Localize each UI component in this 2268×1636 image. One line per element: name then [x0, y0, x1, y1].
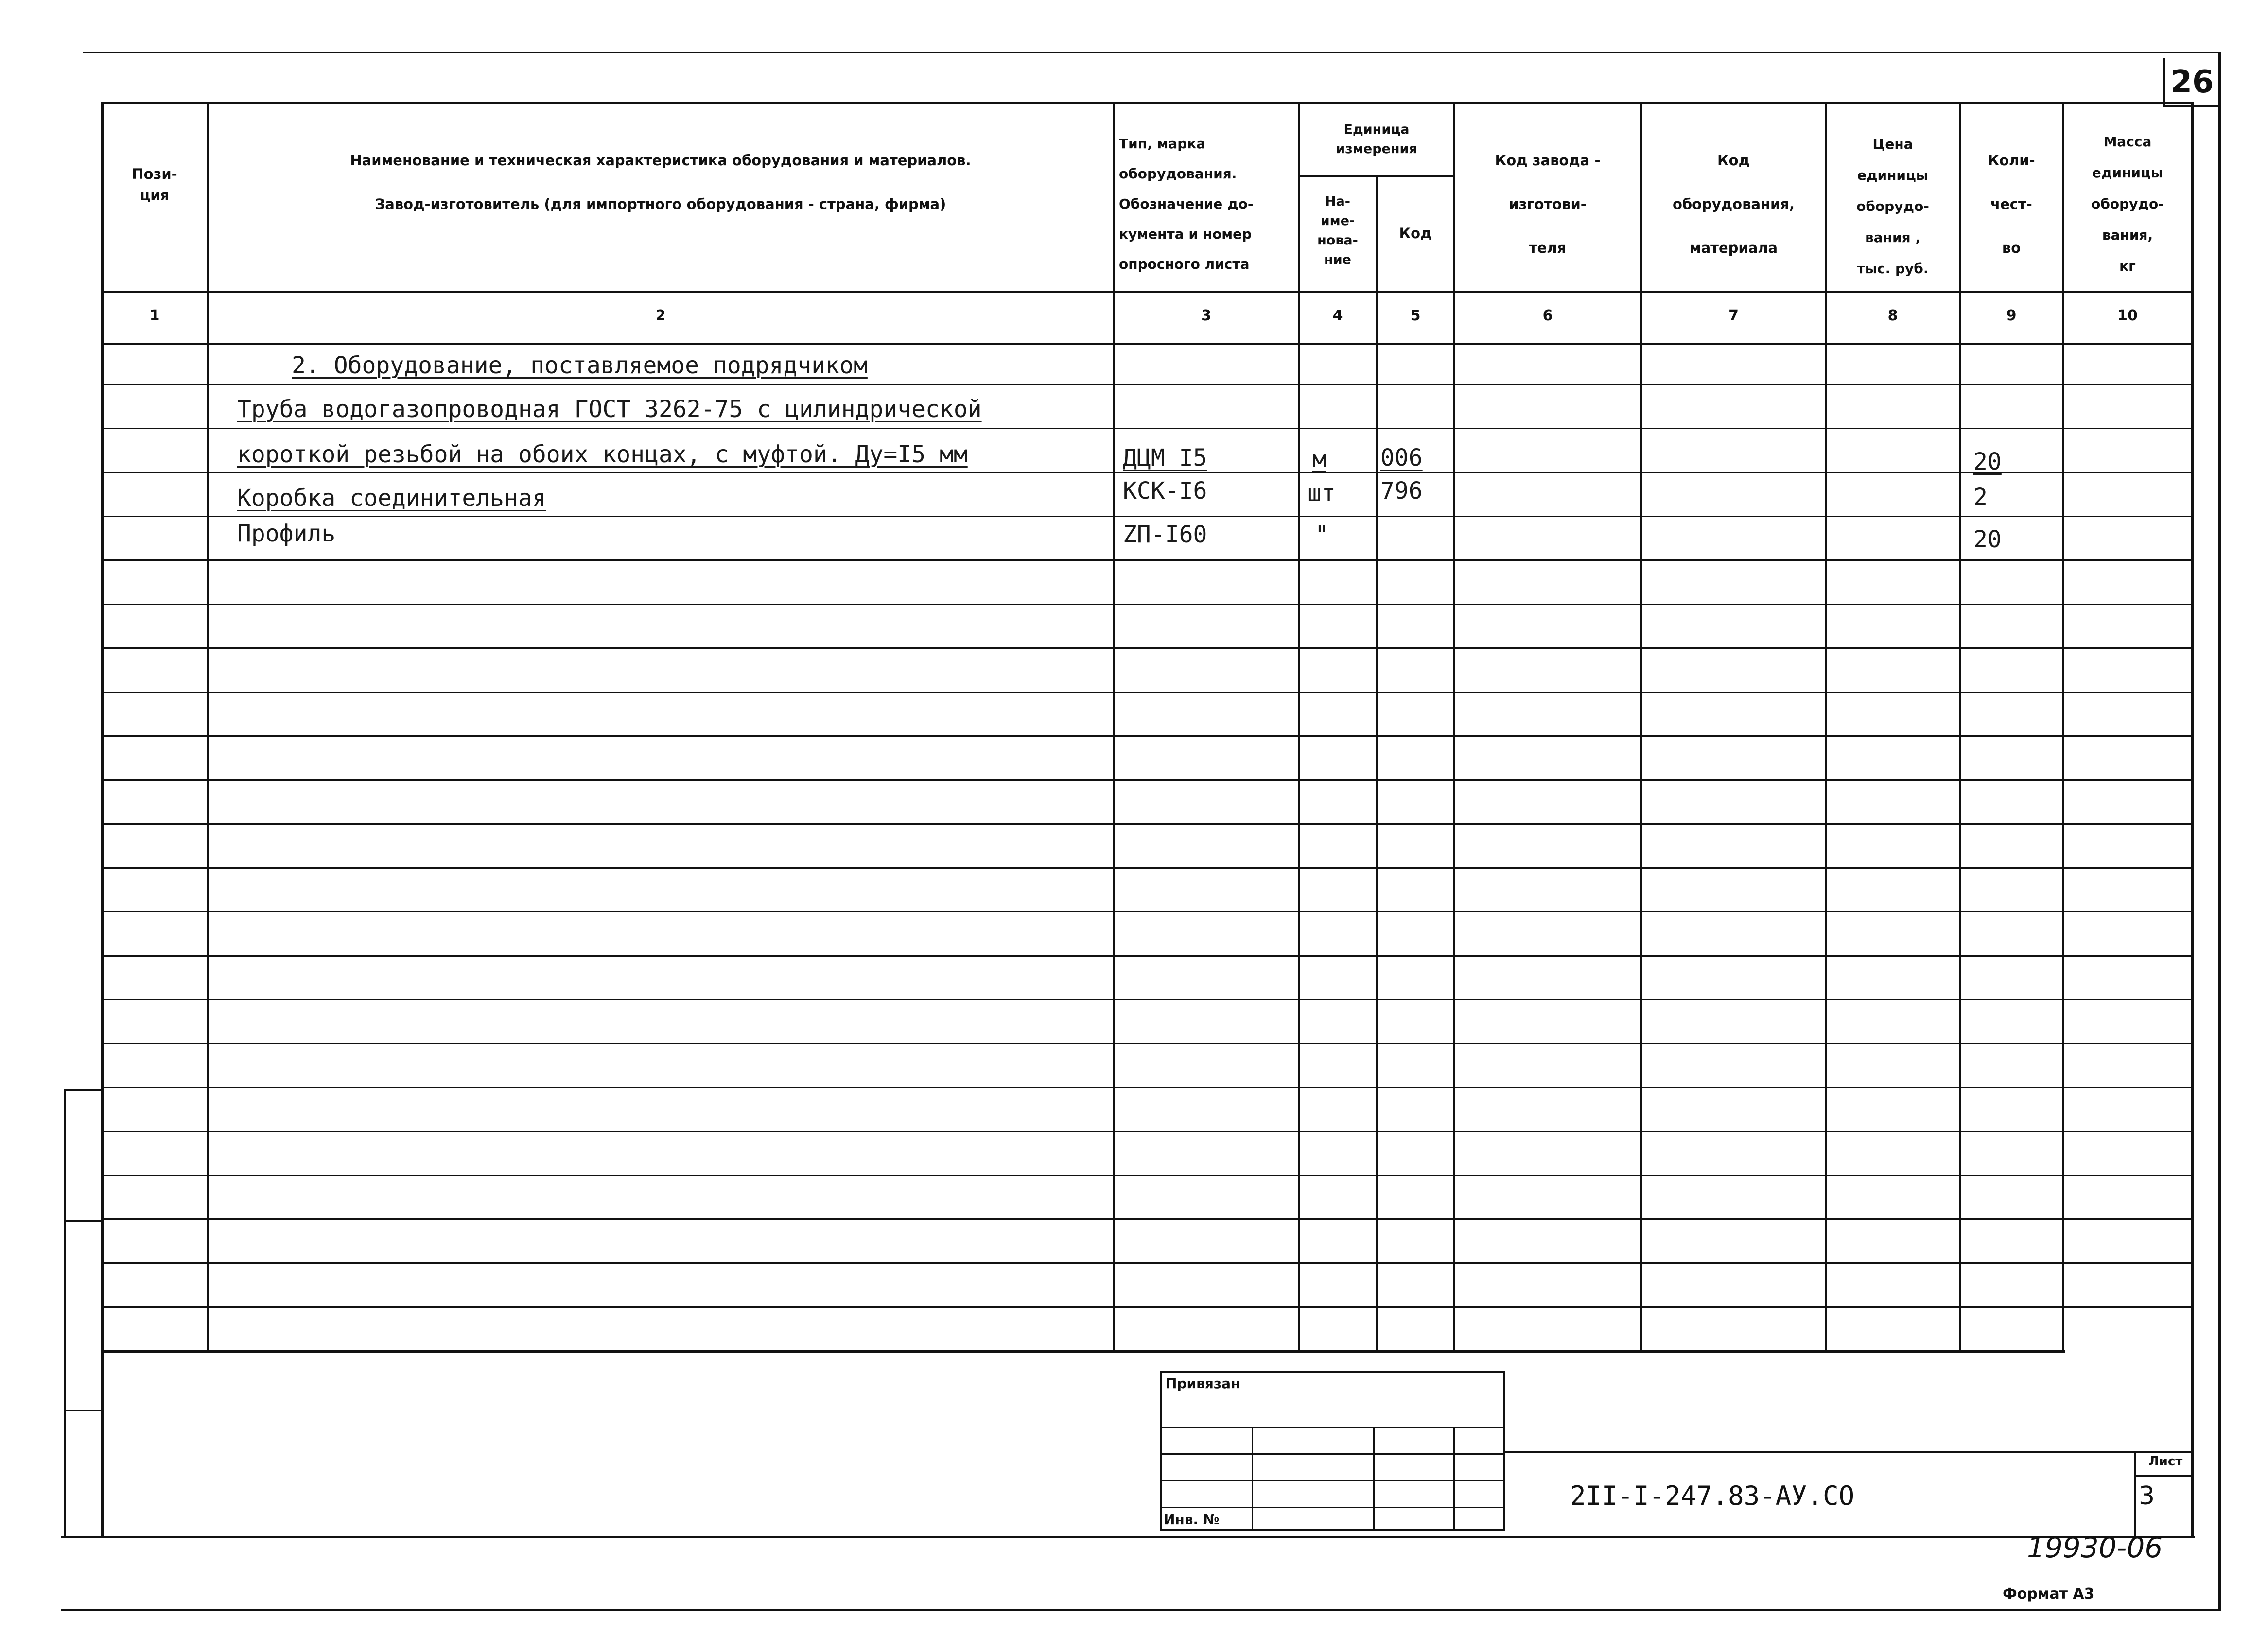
col-divider-3 [1298, 102, 1300, 1351]
header-type: Тип, марка оборудования. Обозначение до- кумента и номер опросного листа [1119, 136, 1254, 272]
binding-strip-line-3 [64, 1410, 103, 1411]
row-2-qty: 20 [1973, 448, 2002, 475]
header-unit-group: Единица измерения [1336, 122, 1417, 157]
row-2-name: короткой резьбой на обоих концах, с муфтой. Ду=I5 мм [237, 441, 968, 468]
col-divider-6 [1640, 102, 1642, 1351]
header-quantity: Коли- чест- во [1988, 152, 2035, 256]
table-body-bottom-line [101, 1350, 2065, 1353]
stamp-vline-2 [1373, 1427, 1375, 1531]
row-3-name: Коробка соединительная [237, 485, 546, 512]
row-2-code: 006 [1380, 444, 1423, 471]
table-row-line [101, 1043, 2194, 1044]
stamp-sheet-divider [2134, 1451, 2136, 1537]
table-row-line [101, 692, 2194, 693]
top-border-line [83, 52, 2221, 53]
col-divider-5 [1453, 102, 1455, 1351]
table-row-line [101, 516, 2194, 517]
row-0-name: 2. Оборудование, поставляемое подрядчиком [292, 352, 868, 379]
binding-strip-left [64, 1089, 66, 1536]
row-1-name: Труба водогазопроводная ГОСТ 3262-75 с цилиндрической [237, 396, 982, 423]
row-3-type: КСК-I6 [1123, 477, 1207, 505]
row-4-type: ZП-I60 [1123, 521, 1207, 548]
row-4-qty: 20 [1973, 526, 2002, 553]
row-4-unit: " [1315, 521, 1329, 548]
table-row-line [101, 1262, 2194, 1264]
col-number-7: 7 [1728, 307, 1739, 324]
page-number: 26 [2170, 64, 2214, 100]
stamp-privyazan-label: Привязан [1166, 1375, 1240, 1392]
header-mass: Масса единицы оборудо- вания, кг [2091, 134, 2164, 274]
unit-group-line [1298, 175, 1455, 177]
table-row-line [101, 999, 2194, 1000]
stamp-sheet-label: Лист [2148, 1454, 2183, 1469]
table-row-line [101, 1175, 2194, 1176]
stamp-sheet-number: 3 [2139, 1481, 2155, 1511]
table-row-line [101, 559, 2194, 561]
stamp-vline-3 [1453, 1427, 1455, 1531]
table-row-line [101, 384, 2194, 385]
table-row-line [101, 955, 2194, 957]
table-row-line [101, 779, 2194, 781]
stamp-sheet-line [2134, 1475, 2192, 1477]
stamp-main-top-line [1505, 1451, 2193, 1453]
header-name: Наименование и техническая характеристика оборудования и материалов. Завод-изготовитель (для импортного оборудования - страна, фирма) [350, 152, 971, 212]
table-row-line [101, 1218, 2194, 1220]
row-3-code: 796 [1380, 477, 1423, 505]
table-row-line [101, 911, 2194, 912]
archive-number: 19930-06 [2027, 1531, 2163, 1564]
header-equipment-code: Код оборудования, материала [1672, 152, 1795, 256]
table-top-line [101, 102, 2194, 104]
row-3-qty: 2 [1973, 484, 1988, 511]
col-number-10: 10 [2117, 307, 2138, 324]
col-divider-7 [1825, 102, 1827, 1351]
table-right-border [2191, 102, 2194, 1536]
col-number-6: 6 [1542, 307, 1553, 324]
col-divider-1 [207, 102, 209, 1351]
stamp-vline-1 [1252, 1427, 1253, 1531]
table-row-line [101, 867, 2194, 869]
header-plant-code: Код завода - изготови- теля [1495, 152, 1601, 256]
table-row-line [101, 1131, 2194, 1132]
binding-strip-line-2 [64, 1220, 103, 1222]
row-2-type: ДЦМ I5 [1123, 444, 1207, 471]
row-3-unit: шт [1308, 480, 1336, 507]
right-border-line [2218, 52, 2221, 1611]
binding-strip-line-1 [64, 1089, 103, 1091]
col-number-3: 3 [1201, 307, 1211, 324]
col-number-5: 5 [1410, 307, 1421, 324]
col-number-2: 2 [655, 307, 666, 324]
table-row-line [101, 1306, 2194, 1308]
column-number-row-line [101, 343, 2194, 345]
table-row-line [101, 428, 2194, 429]
binding-strip-line-4 [61, 1536, 2195, 1538]
col-divider-9 [2062, 102, 2064, 1351]
col-number-9: 9 [2006, 307, 2017, 324]
stamp-inv-no-label: Инв. № [1164, 1512, 1220, 1528]
table-row-line [101, 647, 2194, 649]
stamp-document-code: 2II-I-247.83-АУ.СО [1570, 1480, 1855, 1511]
col-number-8: 8 [1887, 307, 1898, 324]
col-divider-2 [1113, 102, 1115, 1351]
row-2-unit: м [1312, 446, 1326, 473]
header-unit-code: Код [1399, 225, 1432, 242]
table-row-line [101, 1087, 2194, 1088]
table-row-line [101, 735, 2194, 737]
col-divider-8 [1959, 102, 1961, 1351]
col-number-1: 1 [149, 307, 160, 324]
col-number-4: 4 [1332, 307, 1343, 324]
header-unit-name: На- име- нова- ние [1317, 194, 1358, 267]
format-label: Формат А3 [2003, 1585, 2094, 1602]
row-4-name: Профиль [237, 520, 336, 547]
header-position: Пози- ция [132, 166, 177, 204]
table-row-line [101, 823, 2194, 825]
table-row-line [101, 604, 2194, 605]
header-price: Цена единицы оборудо- вания , тыс. руб. [1856, 136, 1929, 277]
bottom-border-line [61, 1609, 2221, 1611]
